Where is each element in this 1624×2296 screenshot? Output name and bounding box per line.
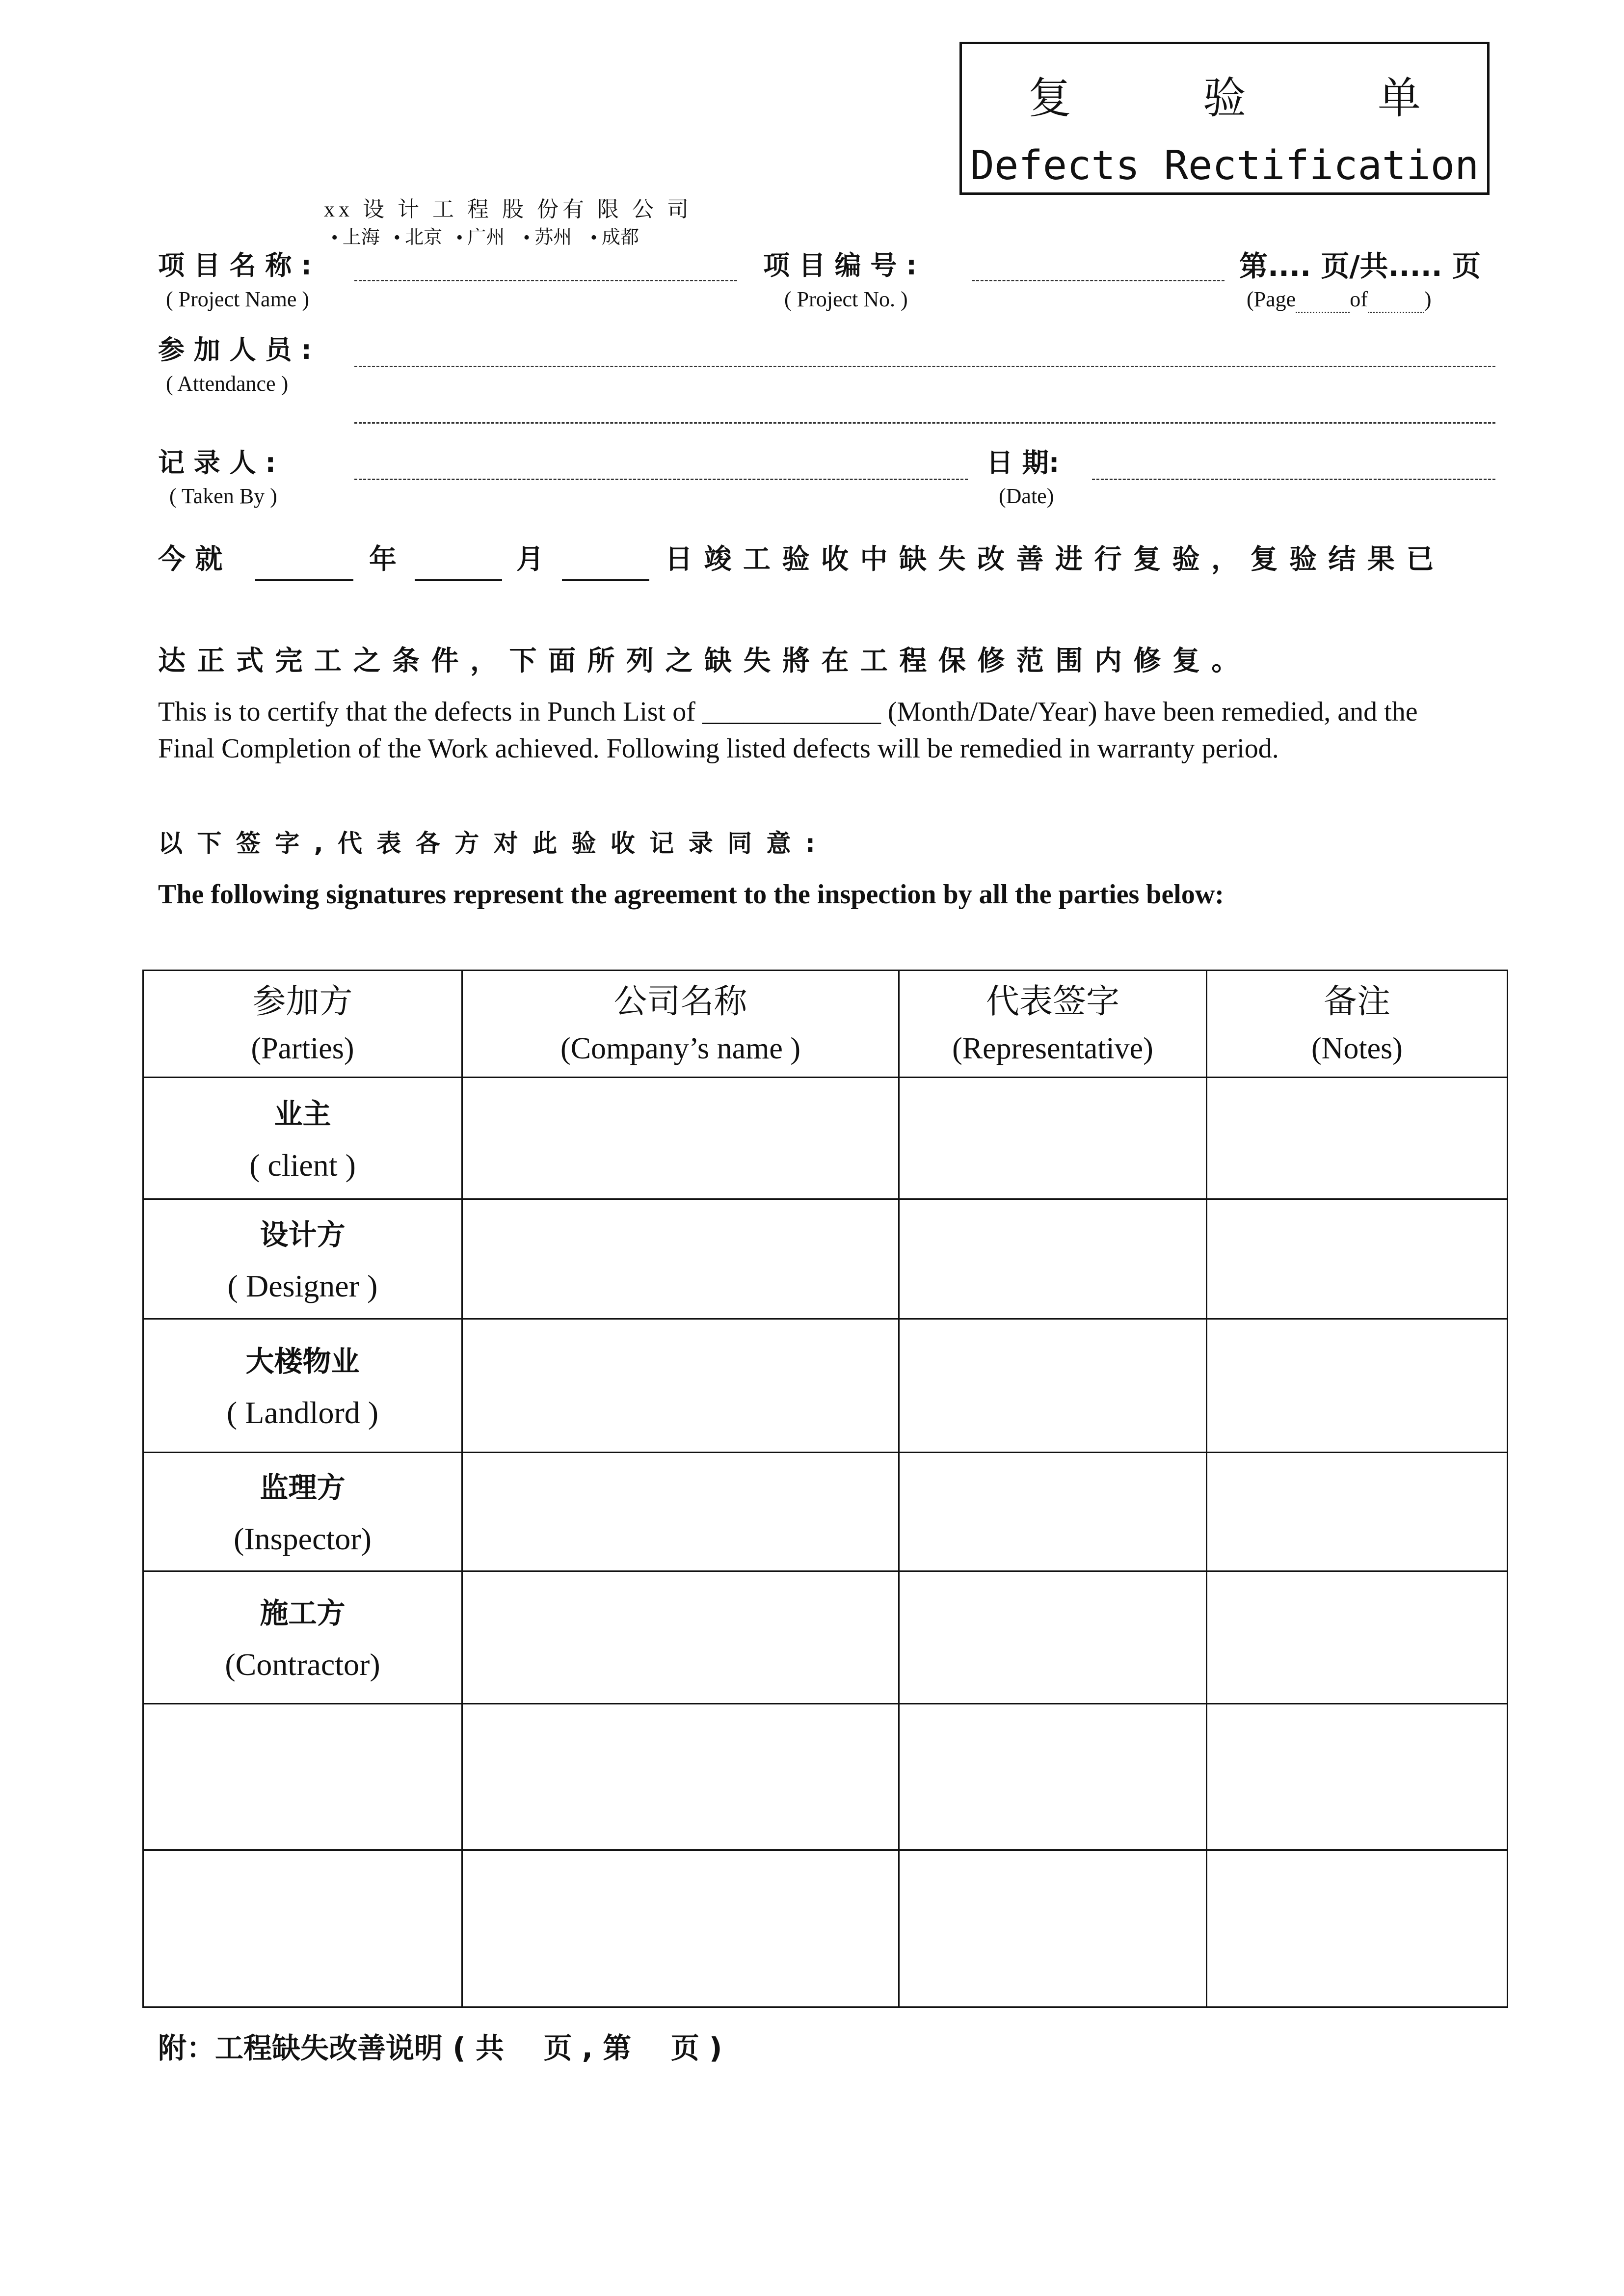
header-notes-cn: 备注	[1323, 982, 1390, 1021]
representative-signature-cell[interactable]	[899, 1078, 1207, 1199]
party-en: (Inspector)	[234, 1521, 372, 1556]
party-cell	[143, 1319, 462, 1453]
day-field[interactable]	[562, 579, 649, 581]
party-cn: 大楼物业	[245, 1344, 360, 1378]
party-cn: 监理方	[260, 1470, 346, 1504]
page-prefix: (Page	[1247, 287, 1296, 311]
title-box	[959, 42, 1490, 195]
company-name-cell[interactable]	[462, 1319, 899, 1453]
project-name-label: 项 目 名 称 :	[158, 250, 312, 281]
signatures-intro-en: The following signatures represent the agreement to the inspection by all the parties below:	[158, 879, 1224, 910]
header-notes	[1207, 971, 1508, 1078]
taken-by-label-en: ( Taken By )	[169, 484, 277, 508]
representative-signature-cell[interactable]	[899, 1850, 1207, 2007]
notes-cell[interactable]	[1207, 1704, 1508, 1850]
statement-en-line2: Final Completion of the Work achieved. Following listed defects will be remedied in warranty period.	[158, 733, 1279, 764]
table-row	[143, 1078, 1508, 1199]
company-offices: • 上海 • 北京 • 广州 • 苏州 • 成都	[331, 227, 639, 248]
company-name: xx 设 计 工 程 股 份有 限 公 司	[324, 197, 692, 221]
date-label-en: (Date)	[999, 484, 1054, 508]
party-cell[interactable]	[143, 1850, 462, 2007]
title-cn: 复 验 单	[1028, 73, 1480, 123]
project-no-field[interactable]	[972, 280, 1225, 281]
statement-year: 年	[369, 543, 397, 575]
page-total-field[interactable]	[1368, 287, 1424, 313]
project-no-label: 项 目 编 号 :	[763, 250, 917, 281]
notes-cell[interactable]	[1207, 1571, 1508, 1704]
header-representative	[899, 971, 1207, 1078]
party-en: (Contractor)	[225, 1647, 380, 1682]
notes-cell[interactable]	[1207, 1319, 1508, 1453]
header-company-cn: 公司名称	[613, 982, 747, 1021]
table-row	[143, 1850, 1508, 2007]
attendance-field-2[interactable]	[354, 422, 1495, 424]
party-cn: 业主	[274, 1097, 331, 1131]
table-row	[143, 1319, 1508, 1453]
header-notes-en: (Notes)	[1311, 1031, 1403, 1065]
company-name-cell[interactable]	[462, 1704, 899, 1850]
taken-by-field[interactable]	[354, 479, 968, 480]
notes-cell[interactable]	[1207, 1850, 1508, 2007]
notes-cell[interactable]	[1207, 1199, 1508, 1319]
statement-en-line1: This is to certify that the defects in Punch List of _____________ (Month/Date/Year) have been remedied, and the	[158, 697, 1418, 727]
attendance-label: 参 加 人 员 :	[158, 334, 312, 365]
statement-prefix: 今 就	[158, 543, 223, 575]
header-company-en: (Company’s name )	[560, 1031, 800, 1065]
party-cell	[143, 1453, 462, 1571]
year-field[interactable]	[255, 579, 353, 581]
table-row	[143, 1199, 1508, 1319]
party-en: ( Landlord )	[226, 1395, 379, 1430]
party-en: ( client )	[249, 1147, 356, 1183]
page-count-label-en	[1247, 287, 1432, 313]
party-en: ( Designer )	[227, 1268, 378, 1303]
attendance-label-en: ( Attendance )	[166, 372, 289, 396]
notes-cell[interactable]	[1207, 1078, 1508, 1199]
header-parties-en: (Parties)	[251, 1031, 354, 1065]
statement-line1: 日 竣 工 验 收 中 缺 失 改 善 进 行 复 验 ， 复 验 结 果 已	[665, 543, 1435, 575]
statement-month: 月	[516, 543, 544, 575]
party-cn: 施工方	[260, 1596, 346, 1630]
company-name-cell[interactable]	[462, 1571, 899, 1704]
title-en: Defects Rectification	[970, 142, 1479, 189]
company-name-cell[interactable]	[462, 1850, 899, 2007]
project-no-label-en: ( Project No. )	[784, 287, 908, 311]
header-representative-en: (Representative)	[952, 1031, 1153, 1065]
header-parties-cn: 参加方	[252, 982, 353, 1021]
date-field[interactable]	[1092, 479, 1495, 480]
header-parties	[143, 971, 462, 1078]
table-row	[143, 1704, 1508, 1850]
page-count-label: 第.... 页/共..... 页	[1239, 249, 1481, 283]
page-suffix: )	[1424, 287, 1432, 311]
representative-signature-cell[interactable]	[899, 1319, 1207, 1453]
notes-cell[interactable]	[1207, 1453, 1508, 1571]
table-header-row	[143, 971, 1508, 1078]
party-cell	[143, 1078, 462, 1199]
representative-signature-cell[interactable]	[899, 1199, 1207, 1319]
company-name-cell[interactable]	[462, 1078, 899, 1199]
page-current-field[interactable]	[1296, 287, 1350, 313]
party-cell	[143, 1199, 462, 1319]
page-of: of	[1350, 287, 1368, 311]
signature-table	[142, 970, 1508, 2008]
representative-signature-cell[interactable]	[899, 1453, 1207, 1571]
company-name-cell[interactable]	[462, 1199, 899, 1319]
party-cell	[143, 1571, 462, 1704]
attendance-field-1[interactable]	[354, 366, 1495, 367]
representative-signature-cell[interactable]	[899, 1704, 1207, 1850]
statement-line2: 达 正 式 完 工 之 条 件 ， 下 面 所 列 之 缺 失 將 在 工 程 保 修 范 围 内 修 复 。	[158, 645, 1240, 677]
header-representative-cn: 代表签字	[985, 982, 1119, 1021]
party-cn: 设计方	[260, 1217, 346, 1251]
month-field[interactable]	[415, 579, 502, 581]
representative-signature-cell[interactable]	[899, 1571, 1207, 1704]
company-name-cell[interactable]	[462, 1453, 899, 1571]
date-label: 日 期:	[986, 447, 1060, 478]
taken-by-label: 记 录 人 :	[158, 447, 276, 478]
table-row	[143, 1571, 1508, 1704]
signatures-intro-cn: 以 下 签 字 , 代 表 各 方 对 此 验 收 记 录 同 意 :	[158, 829, 818, 858]
project-name-label-en: ( Project Name )	[166, 287, 309, 311]
table-row	[143, 1453, 1508, 1571]
footer-note: 附：工程缺失改善说明 ( 共 页 , 第 页 )	[158, 2031, 722, 2065]
project-name-field[interactable]	[354, 280, 737, 281]
header-company	[462, 971, 899, 1078]
party-cell[interactable]	[143, 1704, 462, 1850]
